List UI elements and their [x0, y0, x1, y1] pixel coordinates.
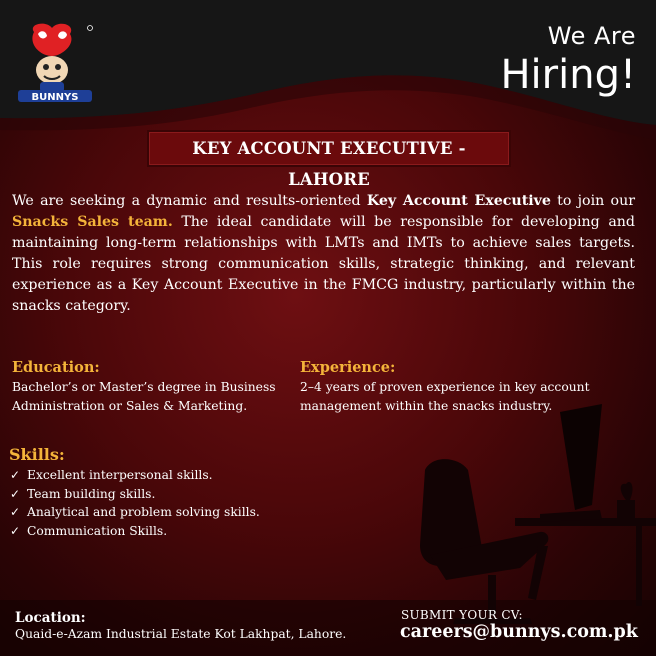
skill-item	[10, 503, 260, 522]
skill-label: Analytical and problem solving skills.	[27, 505, 260, 520]
skill-label: Excellent interpersonal skills.	[27, 468, 213, 482]
skill-item	[10, 466, 260, 485]
skills-list	[10, 466, 260, 540]
intro-paragraph	[12, 191, 635, 317]
skill-label: Communication Skills.	[27, 523, 168, 538]
intro-part1: We are seeking a dynamic and results-oriented	[12, 193, 367, 209]
check-icon: ✓	[10, 486, 21, 501]
intro-team-highlight: Snacks Sales team.	[12, 214, 173, 230]
experience-line1: 2–4 years of proven experience in key account	[300, 380, 590, 394]
education-line2: Administration or Sales & Marketing.	[12, 399, 248, 413]
job-title: KEY ACCOUNT EXECUTIVE - LAHORE	[149, 132, 509, 165]
cv-heading: SUBMIT YOUR CV:	[401, 608, 523, 622]
education-line1: Bachelor’s or Master’s degree in Business	[12, 380, 276, 394]
intro-part3: The ideal candidate will be responsible for developing and maintaining long-term relationships with LMTs and IMTs to achieve sales targets. This role requires strong communication skills, strategic thinking, and relevant experience as a Key Account Executive in the FMCG industry, particularly within the snacks category.	[12, 214, 635, 314]
experience-heading: Experience:	[300, 359, 396, 376]
logo-text: BUNNYS	[31, 92, 79, 103]
bunnys-logo	[14, 22, 96, 108]
skill-label: Team building skills.	[27, 486, 156, 501]
header-line1: We Are	[547, 22, 636, 50]
intro-part2: to join our	[550, 193, 635, 209]
check-icon: ✓	[10, 505, 21, 520]
education-text	[12, 378, 276, 416]
skills-heading: Skills:	[9, 445, 65, 464]
education-heading: Education:	[12, 359, 100, 376]
hiring-header	[500, 22, 636, 98]
header-line2: Hiring!	[500, 52, 636, 98]
location-heading: Location:	[15, 610, 86, 626]
experience-line2: management within the snacks industry.	[300, 399, 553, 413]
cv-email[interactable]: careers@bunnys.com.pk	[400, 622, 638, 642]
desk-silhouette-icon	[420, 404, 656, 624]
intro-role-bold: Key Account Executive	[366, 193, 551, 209]
skill-item	[10, 522, 260, 541]
skill-item	[10, 485, 260, 504]
check-icon: ✓	[10, 523, 21, 538]
check-icon: ✓	[10, 468, 21, 482]
location-text: Quaid-e-Azam Industrial Estate Kot Lakhpat, Lahore.	[15, 627, 347, 641]
experience-text	[300, 378, 590, 416]
